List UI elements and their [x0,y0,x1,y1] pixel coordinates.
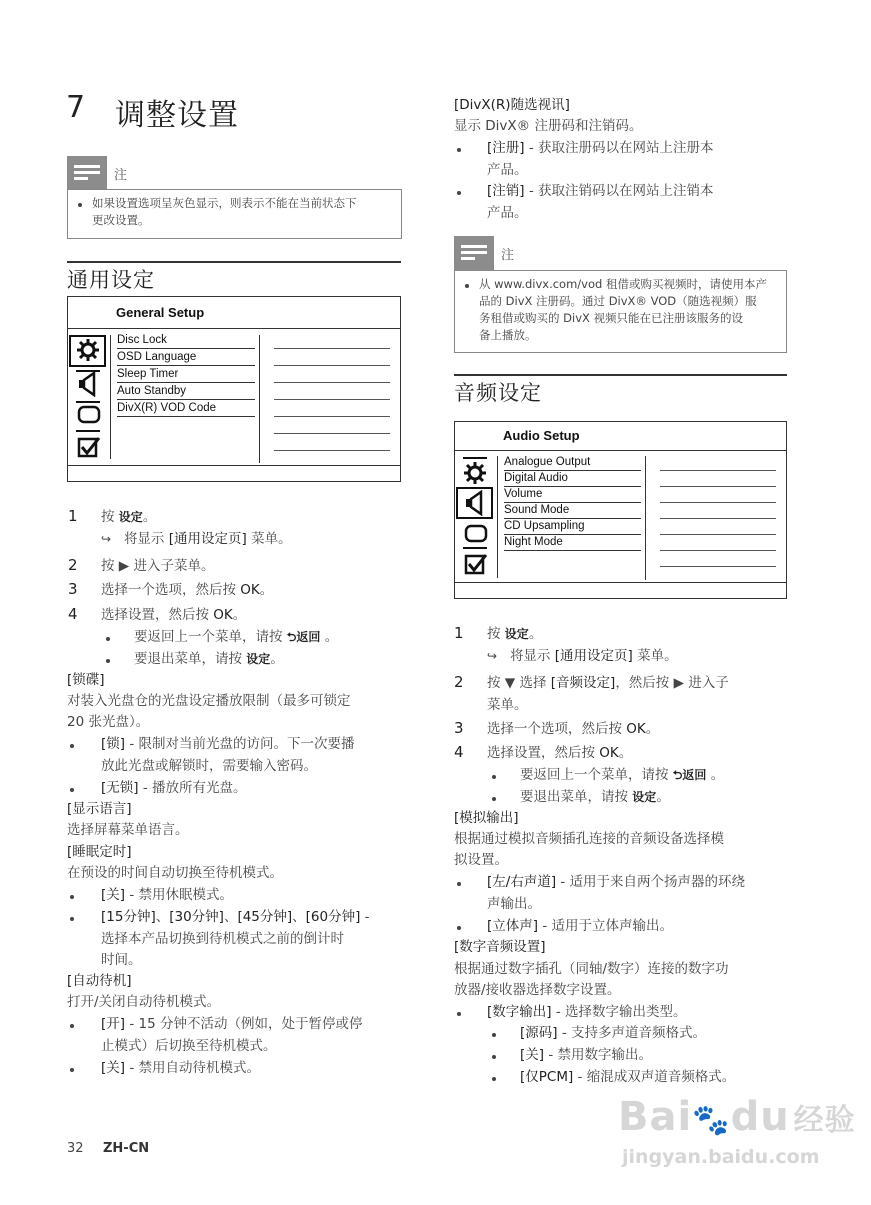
note2-line-3: 务租借或购买的 DivX 视频只能在已注册该服务的设 [479,311,744,325]
note-icon [454,236,494,270]
analog-bullet-1: [左/右声道] - 适用于来自两个扬声器的环绕 [487,874,746,890]
note-body [67,189,402,239]
screen-icon[interactable] [77,405,101,429]
note-label: 注 [114,168,128,183]
sleep-bullet-2-cont-1: 选择本产品切换到待机模式之前的倒计时 [101,931,344,947]
note-icon [67,156,107,190]
menu-item-analogue-output[interactable]: Analogue Output [504,456,641,471]
analog-desc-2: 拟设置。 [454,852,508,868]
digital-desc-2: 放器/接收器选择数字设置。 [454,982,621,998]
audio-step-1-result: ↪ 将显示 [通用设定页] 菜单。 [487,648,678,664]
digital-sub-bullet-3: [仅PCM] - 缩混成双声道音频格式。 [520,1069,736,1085]
audio-step-2-cont: 菜单。 [487,697,528,713]
page-number: 32 [67,1141,84,1156]
menu-item-volume[interactable]: Volume [504,488,641,503]
note-text-line2: 更改设置。 [92,213,150,227]
sleep-desc: 在预设的时间自动切换至待机模式。 [67,865,283,881]
menu-item-divx-vod-code[interactable]: DivX(R) VOD Code [117,402,255,417]
step-number: 2 [68,556,78,574]
menu-item-osd-language[interactable]: OSD Language [117,351,255,366]
divx-bullet-1-cont: 产品。 [487,162,528,178]
checklist-icon[interactable] [464,552,488,580]
screen-icon[interactable] [464,524,488,548]
note2-line-4: 备上播放。 [479,328,537,342]
note-body [454,270,787,353]
digital-sub-bullet-2: [关] - 禁用数字输出。 [520,1047,653,1063]
gear-icon[interactable] [463,460,487,490]
panel-title: Audio Setup [503,428,580,443]
disc-lock-bullet-2: [无锁] - 播放所有光盘。 [101,780,247,796]
baidu-watermark-url: jingyan.baidu.com [622,1146,820,1168]
analog-bullet-2: [立体声] - 适用于立体声输出。 [487,918,674,934]
audio-setup-panel [454,421,787,599]
general-setup-panel [67,296,401,482]
audio-step-1-text: 按 设定。 [487,626,543,642]
standby-desc: 打开/关闭自动待机模式。 [67,994,221,1010]
menu-item-sleep-timer[interactable]: Sleep Timer [117,368,255,383]
heading-osd-language: [显示语言] [67,801,132,817]
standby-bullet-2: [关] - 禁用自动待机模式。 [101,1060,261,1076]
audio-step-2-text: 按 ▼ 选择 [音频设定]，然后按 ▶ 进入子 [487,675,729,691]
step-2-text: 按 ▶ 进入子菜单。 [101,558,215,574]
gear-icon[interactable] [76,337,100,367]
disc-lock-desc-1: 对装入光盘仓的光盘设定播放限制（最多可锁定 [67,693,351,709]
menu-item-disc-lock[interactable]: Disc Lock [117,334,255,349]
heading-digital-audio: [数字音频设置] [454,939,546,955]
digital-sub-bullet-1: [源码] - 支持多声道音频格式。 [520,1025,707,1041]
step-number: 3 [454,719,464,737]
heading-divx: [DivX(R)随选视讯] [454,97,570,113]
divx-bullet-2: [注销] - 获取注销码以在网站上注销本 [487,183,714,199]
disc-lock-bullet-1: [锁] - 限制对当前光盘的访问。下一次要播 [101,736,355,752]
note2-line-2: 品的 DivX 注册码。通过 DivX® VOD（随选视频）服 [479,294,757,308]
note-text-line1: 如果设置选项呈灰色显示，则表示不能在当前状态下 [92,196,357,210]
step-4-text: 选择设置，然后按 OK。 [101,607,247,623]
step-3-text: 选择一个选项，然后按 OK。 [101,582,274,598]
menu-item-sound-mode[interactable]: Sound Mode [504,504,641,519]
menu-item-cd-upsampling[interactable]: CD Upsampling [504,520,641,535]
menu-item-digital-audio[interactable]: Digital Audio [504,472,641,487]
analog-bullet-1-cont: 声输出。 [487,896,541,912]
section-title-audio: 音频设定 [454,381,542,405]
divx-desc: 显示 DivX® 注册码和注销码。 [454,118,643,134]
note-box-1 [67,156,402,240]
step-number: 4 [454,743,464,761]
audio-step-4-text: 选择设置，然后按 OK。 [487,745,633,761]
sleep-bullet-1: [关] - 禁用休眠模式。 [101,887,234,903]
language-code: ZH-CN [103,1141,150,1156]
disc-lock-desc-2: 20 张光盘）。 [67,714,150,730]
note-box-2 [454,236,787,354]
divx-bullet-1: [注册] - 获取注册码以在网站上注册本 [487,140,714,156]
step-number: 1 [68,507,78,525]
checklist-icon[interactable] [77,435,101,463]
heading-sleep-timer: [睡眠定时] [67,844,132,860]
chapter-title: 调整设置 [115,98,239,133]
section-rule [67,261,401,263]
sleep-bullet-2-cont-2: 时间。 [101,952,142,968]
step-4-bullet-2: 要退出菜单，请按 设定。 [134,651,284,667]
osd-language-desc: 选择屏幕菜单语言。 [67,822,189,838]
chapter-number: 7 [66,90,86,125]
step-number: 1 [454,624,464,642]
sleep-bullet-2: [15分钟]、[30分钟]、[45分钟]、[60分钟] - [101,909,370,925]
audio-step-4-bullet-1: 要返回上一个菜单，请按 ⮌返回 。 [520,767,725,783]
step-number: 2 [454,673,464,691]
standby-bullet-1: [开] - 15 分钟不活动（例如，处于暂停或停 [101,1016,363,1032]
section-rule [454,374,787,376]
section-title-general: 通用设定 [67,268,155,292]
audio-step-4-bullet-2: 要退出菜单，请按 设定。 [520,789,670,805]
step-number: 3 [68,580,78,598]
baidu-watermark-logo: Bai🐾du 经验 [618,1094,856,1140]
standby-bullet-1-cont: 止模式）后切换至待机模式。 [101,1038,277,1054]
disc-lock-bullet-1-cont: 放此光盘或解锁时，需要输入密码。 [101,758,317,774]
step-1-result: ↪ 将显示 [通用设定页] 菜单。 [101,531,292,547]
note-label: 注 [501,248,515,263]
note2-line-1: 从 www.divx.com/vod 租借或购买视频时，请使用本产 [479,277,767,291]
panel-title: General Setup [116,305,205,320]
heading-auto-standby: [自动待机] [67,973,132,989]
step-1-text: 按 设定。 [101,509,157,525]
digital-desc-1: 根据通过数字插孔（同轴/数字）连接的数字功 [454,961,729,977]
heading-disc-lock: [锁碟] [67,672,105,688]
analog-desc-1: 根据通过模拟音频插孔连接的音频设备选择模 [454,831,724,847]
divx-bullet-2-cont: 产品。 [487,205,528,221]
speaker-icon[interactable] [465,490,487,520]
heading-analog-output: [模拟输出] [454,810,519,826]
menu-item-auto-standby[interactable]: Auto Standby [117,385,255,400]
menu-item-night-mode[interactable]: Night Mode [504,536,641,551]
speaker-icon[interactable] [78,371,100,401]
step-number: 4 [68,605,78,623]
digital-bullet-1: [数字输出] - 选择数字输出类型。 [487,1004,687,1020]
audio-step-3-text: 选择一个选项，然后按 OK。 [487,721,660,737]
step-4-bullet-1: 要返回上一个菜单，请按 ⮌返回 。 [134,629,339,645]
